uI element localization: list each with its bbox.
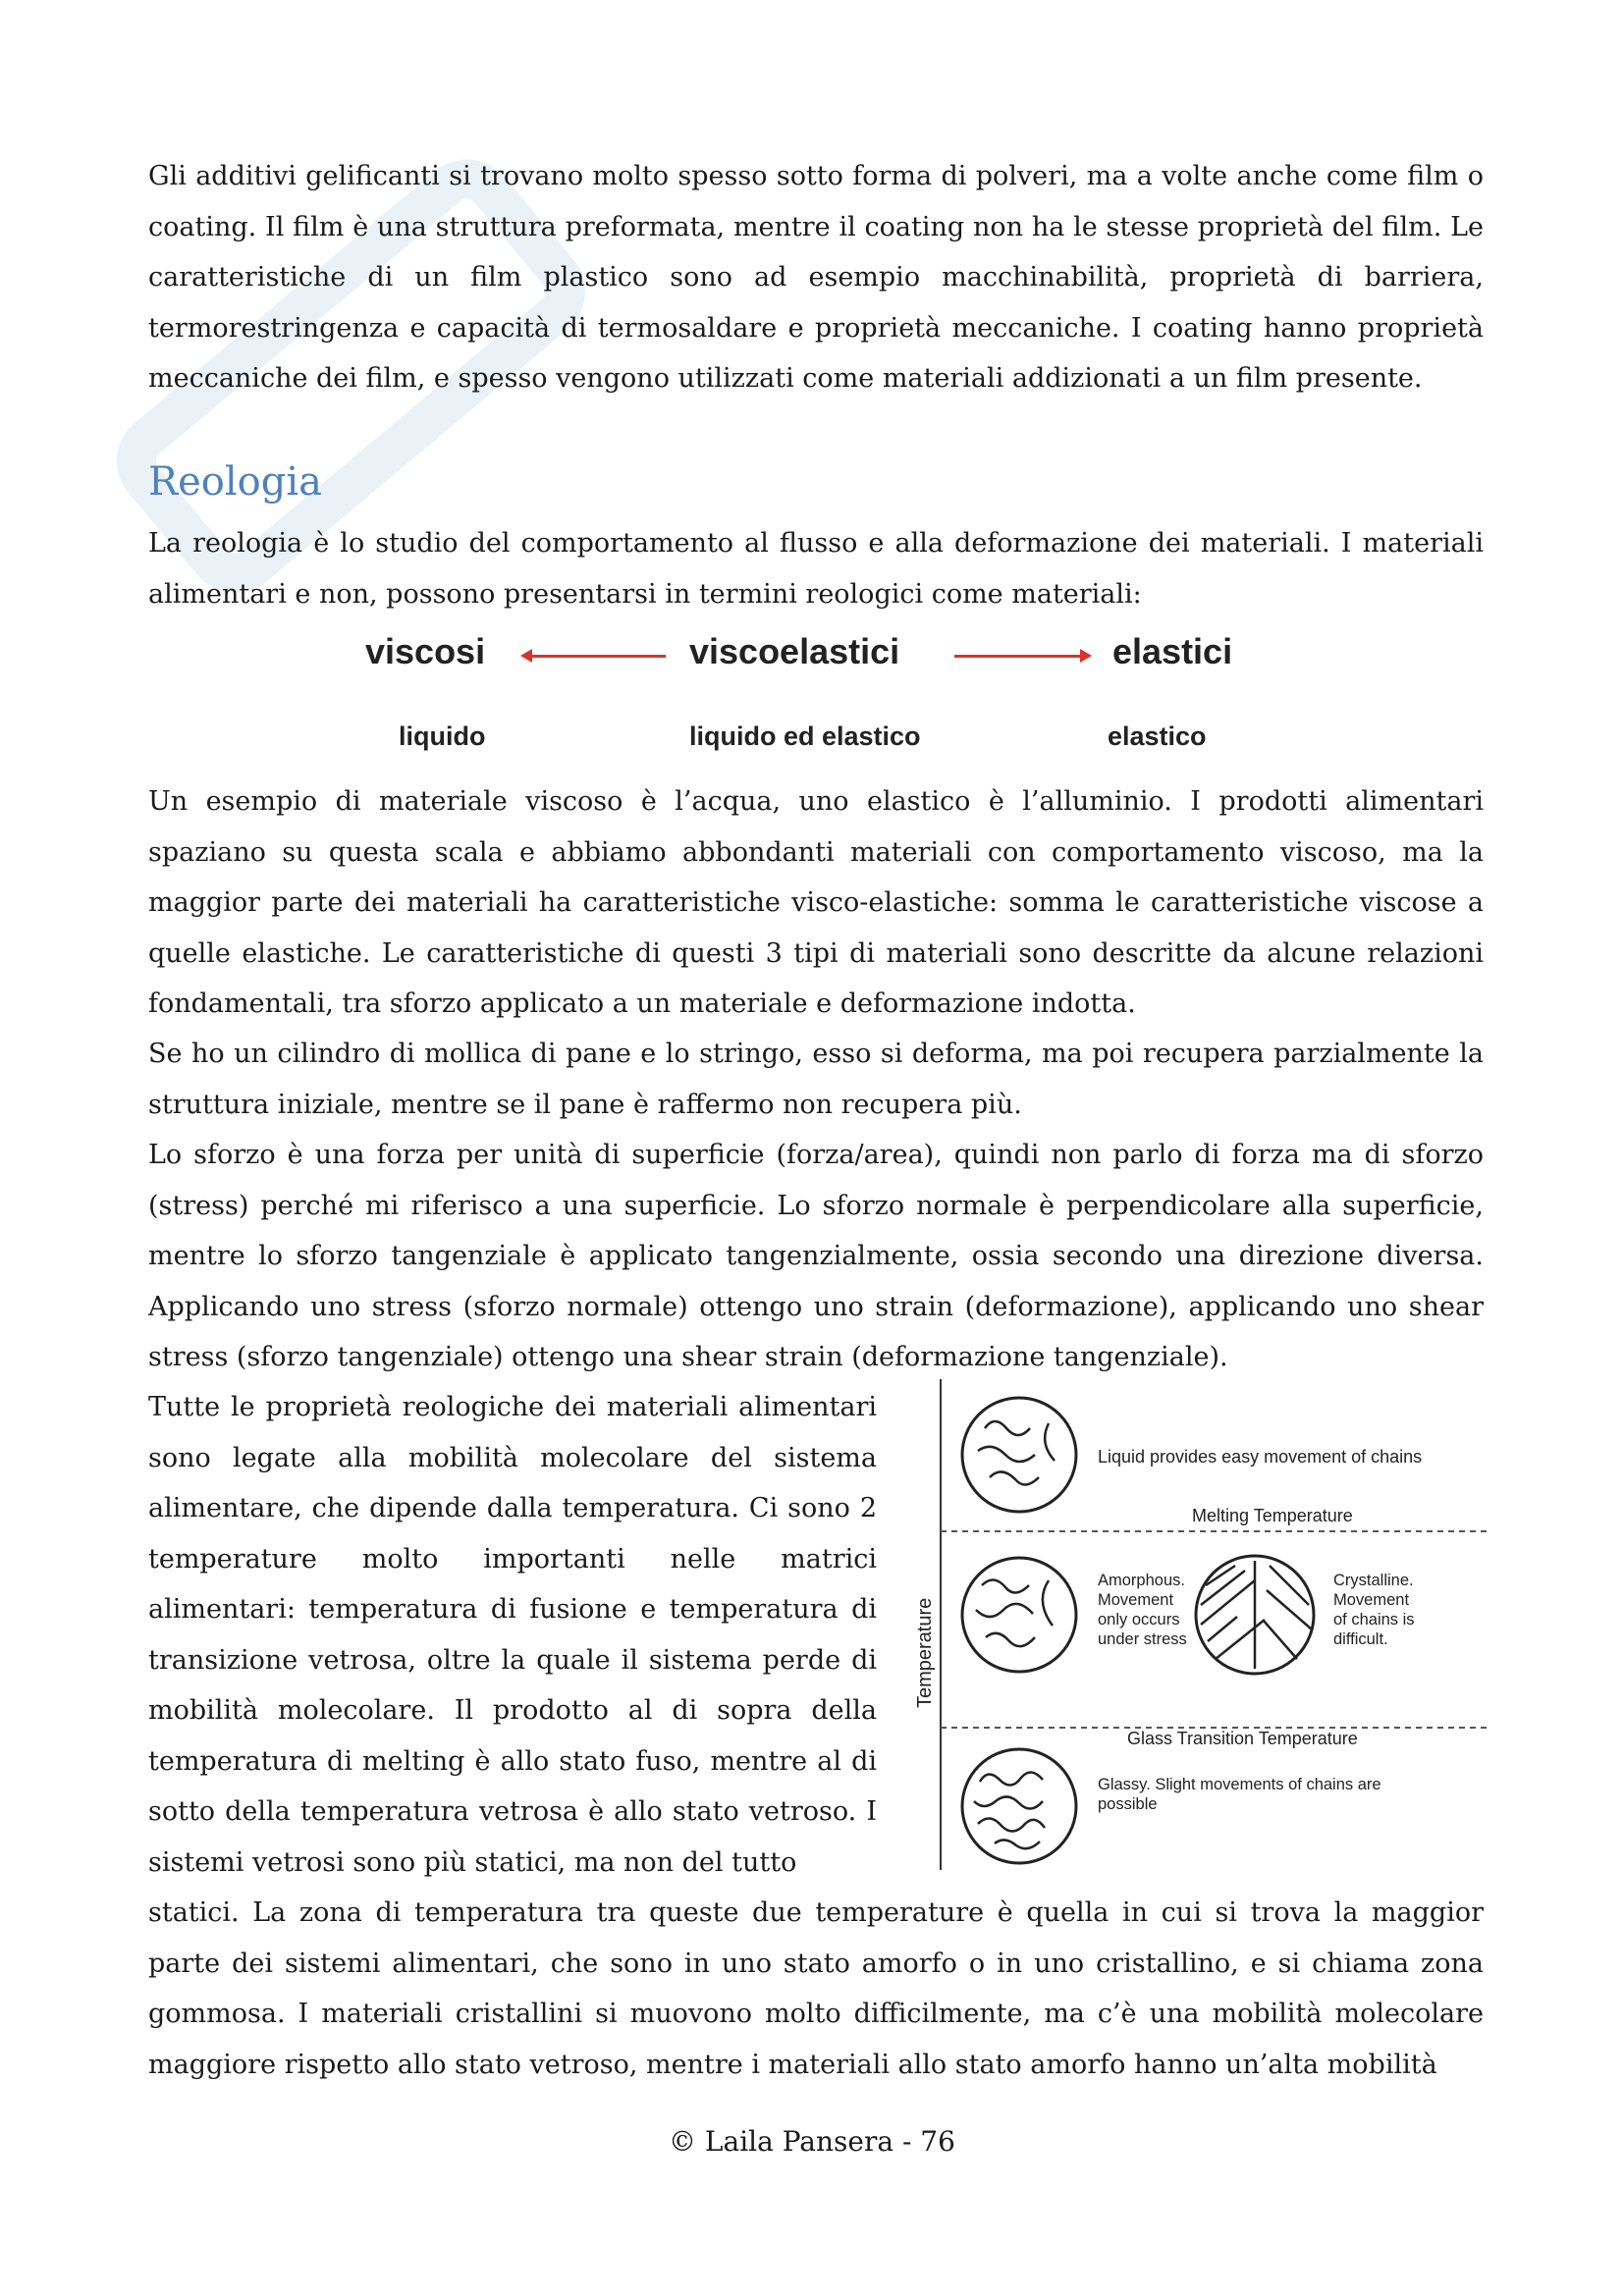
paragraph-rheology-definition: La reologia è lo studio del comportamento al flusso e alla deformazione dei materiali. I materiali alimentari e non, possono presentarsi in termini reologici come materiali: — [148, 528, 1484, 610]
page-footer: © Laila Pansera - 76 — [669, 2125, 955, 2158]
scale-sub-liquido-elastico: liquido ed elastico — [689, 721, 921, 751]
arrow-right — [954, 655, 1082, 658]
glass-transition-label: Glass Transition Temperature — [1127, 1729, 1358, 1748]
scale-sub-liquido: liquido — [399, 721, 486, 751]
scale-label-elastici: elastici — [1112, 631, 1233, 671]
rheology-scale-diagram — [344, 628, 1267, 766]
liquid-state — [962, 1398, 1422, 1512]
scale-label-viscoelastici: viscoelastici — [689, 631, 900, 671]
polymer-states-svg — [901, 1374, 1490, 1875]
crystalline-label: Crystalline. Movement of chains is difficult. — [1333, 1572, 1415, 1648]
paragraph-mobility-continued: statici. La zona di temperatura tra queste due temperature è quella in cui si trova la maggior parte dei sistemi alimentari, che sono in uno stato amorfo o in uno cristallino, e si chiama zona gommosa. I materiali cristallini si muovono molto difficilmente, ma c’è una mobilità molecolare maggiore rispetto allo stato vetroso, mentre i materiali allo stato amorfo hanno un’alta mobilità — [148, 1897, 1484, 2080]
paragraph-example: Un esempio di materiale viscoso è l’acqua, uno elastico è l’alluminio. I prodotti alimentari spaziano su questa scala e abbiamo abbondanti materiali con comportamento viscoso, ma la maggior parte dei materiali ha caratteristiche visco-elastiche: somma le caratteristiche viscose a quelle elastiche. Le caratteristiche di questi 3 tipi di materiali sono descritte da alcune relazioni fondamentali, tra sforzo applicato a un materiale e deformazione indotta. — [148, 786, 1484, 1019]
paragraph-stress: Lo sforzo è una forza per unità di superficie (forza/area), quindi non parlo di forza ma di sforzo (stress) perché mi riferisco a una superficie. Lo sforzo normale è perpendicolare alla superficie, mentre lo sforzo tangenziale è applicato tangenzialmente, ossia secondo una direzione diversa. Applicando uno stress (sforzo normale) ottengo uno strain (deformazione), applicando uno shear stress (sforzo tangenziale) ottengo una shear strain (deformazione tangenziale). — [148, 1140, 1484, 1372]
glassy-label: Glassy. Slight movements of chains are possible — [1098, 1776, 1381, 1813]
crystalline-state — [1196, 1556, 1419, 1674]
scale-label-viscosi: viscosi — [365, 631, 486, 671]
axis-label-temperature: Temperature — [914, 1597, 936, 1708]
scale-sub-elastico: elastico — [1108, 721, 1207, 751]
amorphous-state — [962, 1558, 1190, 1672]
arrow-left — [530, 655, 666, 658]
polymer-states-figure — [901, 1374, 1490, 1875]
section-heading-reologia: Reologia — [148, 459, 322, 505]
liquid-label: Liquid provides easy movement of chains — [1098, 1447, 1423, 1467]
glassy-state — [962, 1749, 1385, 1863]
paragraph-bread: Se ho un cilindro di mollica di pane e lo stringo, esso si deforma, ma poi recupera parzialmente la struttura iniziale, mentre se il pane è raffermo non recupera più. — [148, 1039, 1484, 1120]
amorphous-label: Amorphous. Movement only occurs under stress — [1098, 1572, 1187, 1648]
paragraph-intro: Gli additivi gelificanti si trovano molto spesso sotto forma di polveri, ma a volte anche come film o coating. Il film è una struttura preformata, mentre il coating non ha le stesse proprietà del film. Le caratteristiche di un film plastico sono ad esempio macchinabilità, proprietà di barriera, termorestringenza e capacità di termosaldare e proprietà meccaniche. I coating hanno proprietà meccaniche dei film, e spesso vengono utilizzati come materiali addizionati a un film presente. — [148, 161, 1484, 394]
melting-label: Melting Temperature — [1192, 1506, 1353, 1525]
paragraph-mobility-wrapped: Tutte le proprietà reologiche dei materiali alimentari sono legate alla mobilità molecolare del sistema alimentare, che dipende dalla temperatura. Ci sono 2 temperature molto importanti nelle matrici alimentari: temperatura di fusione e temperatura di transizione vetrosa, oltre la quale il sistema perde di mobilità molecolare. Il prodotto al di sopra della temperatura di melting è allo stato fuso, mentre al di sotto della temperatura vetrosa è allo stato vetroso. I sistemi vetrosi sono più statici, ma non del tutto — [148, 1392, 877, 1878]
